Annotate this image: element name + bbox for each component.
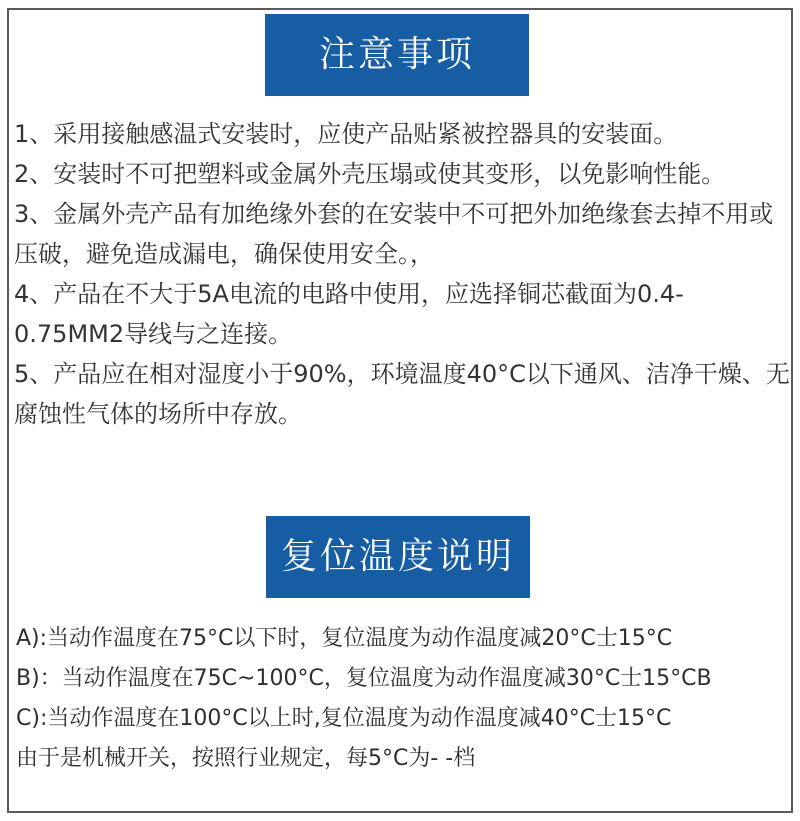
notice-list bbox=[14, 114, 792, 434]
reset-temp-item: C):当动作温度在100°C以上时,复位温度为动作温度减40°C士15°C bbox=[16, 706, 672, 731]
notice-item: 5、产品应在相对湿度小于90%，环境温度40°C以下通风、洁净干燥、无腐蚀性气体的场所中存放。 bbox=[14, 360, 790, 428]
notice-item: 4、产品在不大于5A电流的电路中使用，应选择铜芯截面为0.4-0.75MM2导线与之连接。 bbox=[14, 280, 684, 348]
reset-temp-item: 由于是机械开关，按照行业规定，每5°C为- -档 bbox=[16, 746, 476, 771]
reset-temp-list bbox=[16, 619, 792, 779]
reset-temp-title-banner: 复位温度说明 bbox=[266, 516, 530, 598]
notice-item: 3、金属外壳产品有加绝缘外套的在安装中不可把外加绝缘套去掉不用或压破，避免造成漏电，确保使用安全。， bbox=[14, 200, 774, 268]
reset-temp-item: B)：当动作温度在75C~100°C，复位温度为动作温度减30°C士15°CB bbox=[16, 666, 712, 691]
reset-temp-item: A):当动作温度在75°C以下时，复位温度为动作温度减20°C士15°C bbox=[16, 626, 673, 651]
notice-title-banner: 注意事项 bbox=[265, 14, 529, 96]
notice-item: 2、安装时不可把塑料或金属外壳压塌或使其变形，以免影响性能。 bbox=[14, 160, 726, 188]
notice-item: 1、采用接触感温式安装时，应使产品贴紧被控器具的安装面。 bbox=[14, 120, 678, 148]
